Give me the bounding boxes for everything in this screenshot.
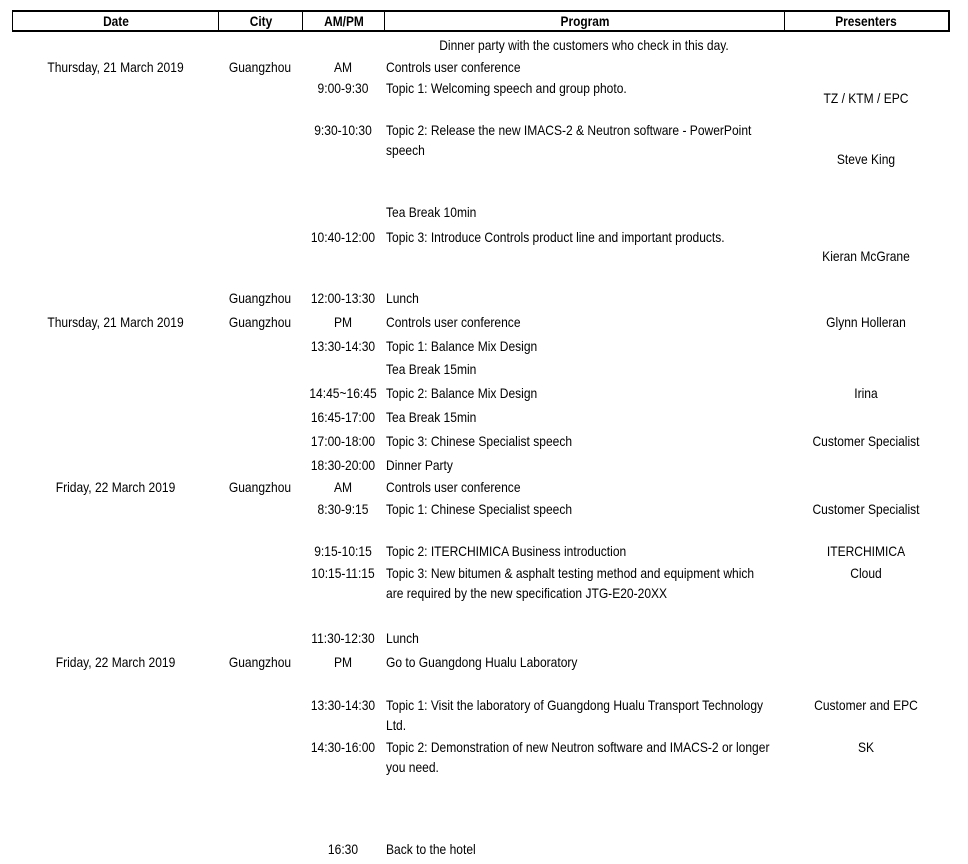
program-cell: Controls user conference bbox=[386, 59, 521, 75]
time-cell: 11:30-12:30 bbox=[311, 630, 375, 646]
time-cell: 16:30 bbox=[327, 841, 359, 857]
program-cell: Lunch bbox=[386, 630, 419, 646]
presenter-cell: Cloud bbox=[850, 565, 882, 581]
table-header bbox=[12, 10, 950, 32]
program-cell: Topic 1: Visit the laboratory of Guangdong Hualu Transport Technology Ltd. bbox=[386, 697, 764, 733]
program-cell: Topic 3: Chinese Specialist speech bbox=[386, 433, 573, 449]
header-date: Date bbox=[103, 13, 129, 29]
program-cell: Topic 1: Balance Mix Design bbox=[386, 338, 538, 354]
program-cell: Topic 3: Introduce Controls product line and important products. bbox=[386, 229, 725, 245]
time-cell: 18:30-20:00 bbox=[310, 457, 376, 473]
date-cell: Thursday, 21 March 2019 bbox=[47, 314, 184, 330]
time-cell: 10:15-11:15 bbox=[311, 565, 375, 581]
presenter-cell: Customer Specialist bbox=[812, 501, 920, 517]
header-divider bbox=[784, 10, 785, 32]
ampm-cell: AM bbox=[333, 479, 353, 495]
presenter-cell: SK bbox=[857, 739, 875, 755]
header-city: City bbox=[249, 13, 273, 29]
time-cell: 12:00-13:30 bbox=[310, 290, 376, 306]
presenter-cell: Irina bbox=[854, 385, 878, 401]
header-program: Program bbox=[560, 13, 610, 29]
city-cell: Guangzhou bbox=[228, 290, 292, 306]
time-cell: 14:30-16:00 bbox=[310, 739, 376, 755]
time-cell: 9:00-9:30 bbox=[317, 80, 369, 96]
city-cell: Guangzhou bbox=[228, 479, 292, 495]
header-presenters: Presenters bbox=[835, 13, 897, 29]
time-cell: 16:45-17:00 bbox=[310, 409, 376, 425]
presenter-cell: TZ / KTM / EPC bbox=[823, 90, 909, 106]
time-cell: 13:30-14:30 bbox=[310, 697, 376, 713]
city-cell: Guangzhou bbox=[228, 314, 292, 330]
program-cell: Topic 1: Chinese Specialist speech bbox=[386, 501, 573, 517]
presenter-cell: Steve King bbox=[836, 151, 896, 167]
program-cell: Topic 1: Welcoming speech and group photo. bbox=[386, 80, 627, 96]
program-cell: Topic 3: New bitumen & asphalt testing method and equipment which are required by the new specification JTG-E20-20XX bbox=[386, 565, 755, 601]
presenter-cell: ITERCHIMICA bbox=[826, 543, 906, 559]
time-cell: 9:30-10:30 bbox=[314, 122, 372, 138]
program-cell: Lunch bbox=[386, 290, 419, 306]
city-cell: Guangzhou bbox=[228, 59, 292, 75]
date-cell: Friday, 22 March 2019 bbox=[55, 654, 176, 670]
presenter-cell: Customer Specialist bbox=[812, 433, 920, 449]
header-ampm: AM/PM bbox=[324, 13, 364, 29]
header-divider bbox=[302, 10, 303, 32]
time-cell: 13:30-14:30 bbox=[310, 338, 376, 354]
ampm-cell: AM bbox=[333, 59, 353, 75]
time-cell: 8:30-9:15 bbox=[317, 501, 369, 517]
city-cell: Guangzhou bbox=[228, 654, 292, 670]
date-cell: Friday, 22 March 2019 bbox=[55, 479, 176, 495]
program-cell: Tea Break 15min bbox=[386, 409, 477, 425]
presenter-cell: Customer and EPC bbox=[814, 697, 918, 713]
program-cell: Controls user conference bbox=[386, 314, 521, 330]
header-divider bbox=[218, 10, 219, 32]
program-cell: Back to the hotel bbox=[386, 841, 476, 857]
program-cell: Topic 2: Balance Mix Design bbox=[386, 385, 538, 401]
program-cell: Dinner party with the customers who check in this day. bbox=[439, 37, 729, 53]
presenter-cell: Kieran McGrane bbox=[822, 248, 910, 264]
presenter-cell: Glynn Holleran bbox=[826, 314, 906, 330]
date-cell: Thursday, 21 March 2019 bbox=[47, 59, 184, 75]
header-divider bbox=[384, 10, 385, 32]
program-cell: Tea Break 10min bbox=[386, 204, 477, 220]
program-cell: Topic 2: Demonstration of new Neutron software and IMACS-2 or longer you need. bbox=[386, 739, 770, 775]
time-cell: 17:00-18:00 bbox=[310, 433, 376, 449]
time-cell: 14:45~16:45 bbox=[309, 385, 377, 401]
program-cell: Go to Guangdong Hualu Laboratory bbox=[386, 654, 578, 670]
program-cell: Dinner Party bbox=[386, 457, 453, 473]
program-cell: Controls user conference bbox=[386, 479, 521, 495]
program-cell: Topic 2: Release the new IMACS-2 & Neutron software - PowerPoint speech bbox=[386, 122, 752, 158]
program-cell: Topic 2: ITERCHIMICA Business introduction bbox=[386, 543, 627, 559]
time-cell: 10:40-12:00 bbox=[310, 229, 376, 245]
program-cell: Tea Break 15min bbox=[386, 361, 477, 377]
ampm-cell: PM bbox=[333, 654, 353, 670]
ampm-cell: PM bbox=[333, 314, 353, 330]
time-cell: 9:15-10:15 bbox=[314, 543, 372, 559]
